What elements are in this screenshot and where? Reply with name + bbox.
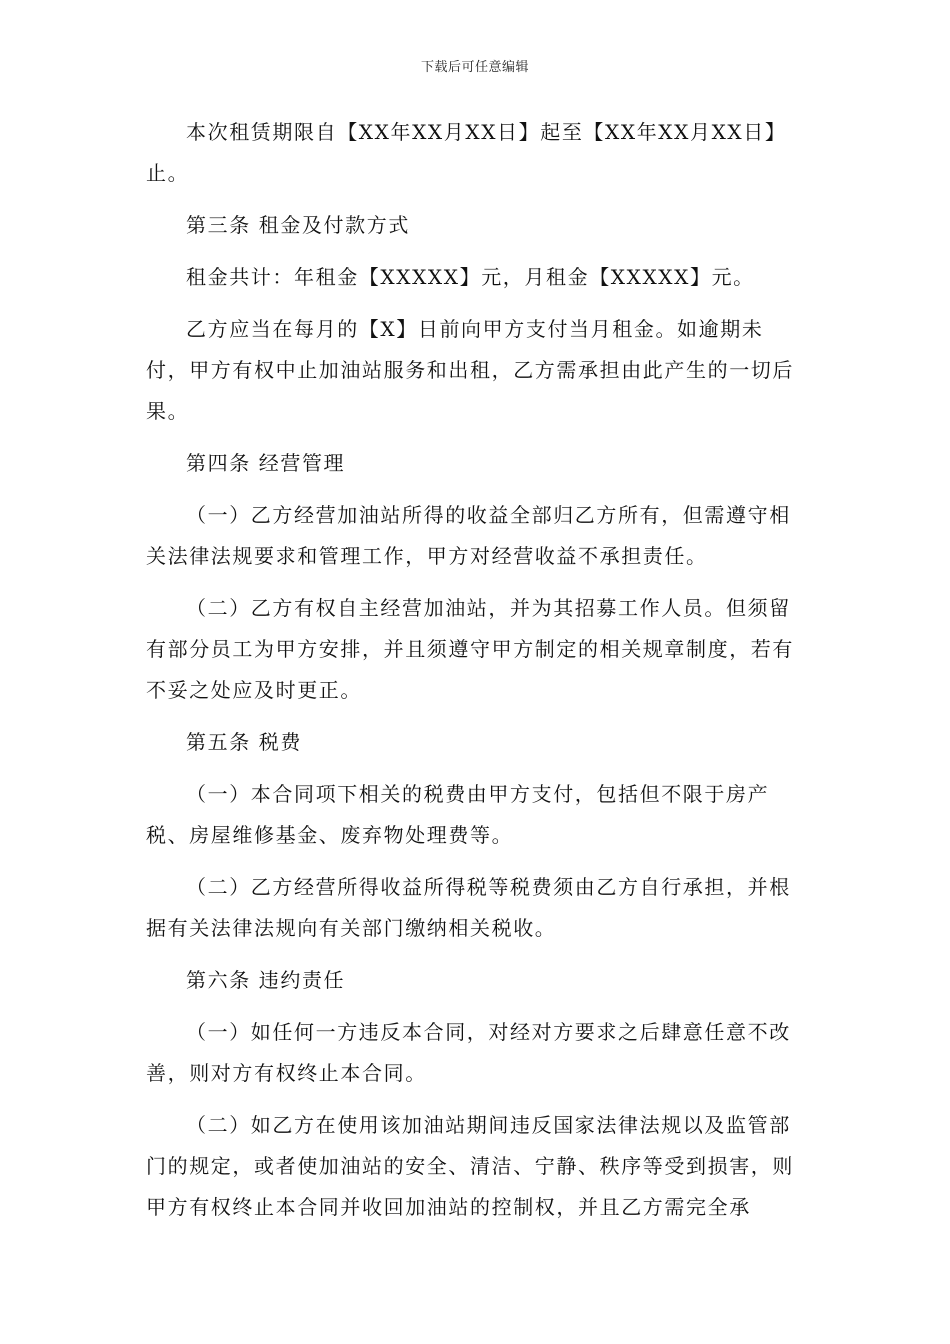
paragraph-lease-term: 本次租赁期限自【XX年XX月XX日】起至【XX年XX月XX日】止。 xyxy=(146,120,787,185)
section-heading-article-5: 第五条 税费 xyxy=(186,730,302,754)
section-heading-article-4: 第四条 经营管理 xyxy=(186,451,346,475)
section-heading-article-6: 第六条 违约责任 xyxy=(186,968,346,992)
document-body xyxy=(146,112,806,1228)
paragraph-rent-payment: 乙方应当在每月的【X】日前向甲方支付当月租金。如逾期未付，甲方有权中止加油站服务和出租，乙方需承担由此产生的一切后果。 xyxy=(146,317,794,423)
paragraph-liability-1: （一）如任何一方违反本合同，对经对方要求之后肆意任意不改善，则对方有权终止本合同。 xyxy=(146,1020,791,1085)
page-header: 下载后可任意编辑 xyxy=(420,60,529,75)
paragraph-management-1: （一）乙方经营加油站所得的收益全部归乙方所有，但需遵守相关法律法规要求和管理工作，甲方对经营收益不承担责任。 xyxy=(146,503,791,568)
paragraph-rent-total: 租金共计：年租金【XXXXX】元，月租金【XXXXX】元。 xyxy=(186,265,755,289)
paragraph-taxes-1: （一）本合同项下相关的税费由甲方支付，包括但不限于房产税、房屋维修基金、废弃物处理费等。 xyxy=(146,782,770,847)
paragraph-taxes-2: （二）乙方经营所得收益所得税等税费须由乙方自行承担，并根据有关法律法规向有关部门缴纳相关税收。 xyxy=(146,875,791,940)
section-heading-article-3: 第三条 租金及付款方式 xyxy=(186,213,410,237)
paragraph-liability-2: （二）如乙方在使用该加油站期间违反国家法律法规以及监管部门的规定，或者使加油站的安全、清洁、宁静、秩序等受到损害，则甲方有权终止本合同并收回加油站的控制权，并且乙方需完全承 xyxy=(146,1113,794,1219)
paragraph-management-2: （二）乙方有权自主经营加油站，并为其招募工作人员。但须留有部分员工为甲方安排，并且须遵守甲方制定的相关规章制度，若有不妥之处应及时更正。 xyxy=(146,596,794,702)
